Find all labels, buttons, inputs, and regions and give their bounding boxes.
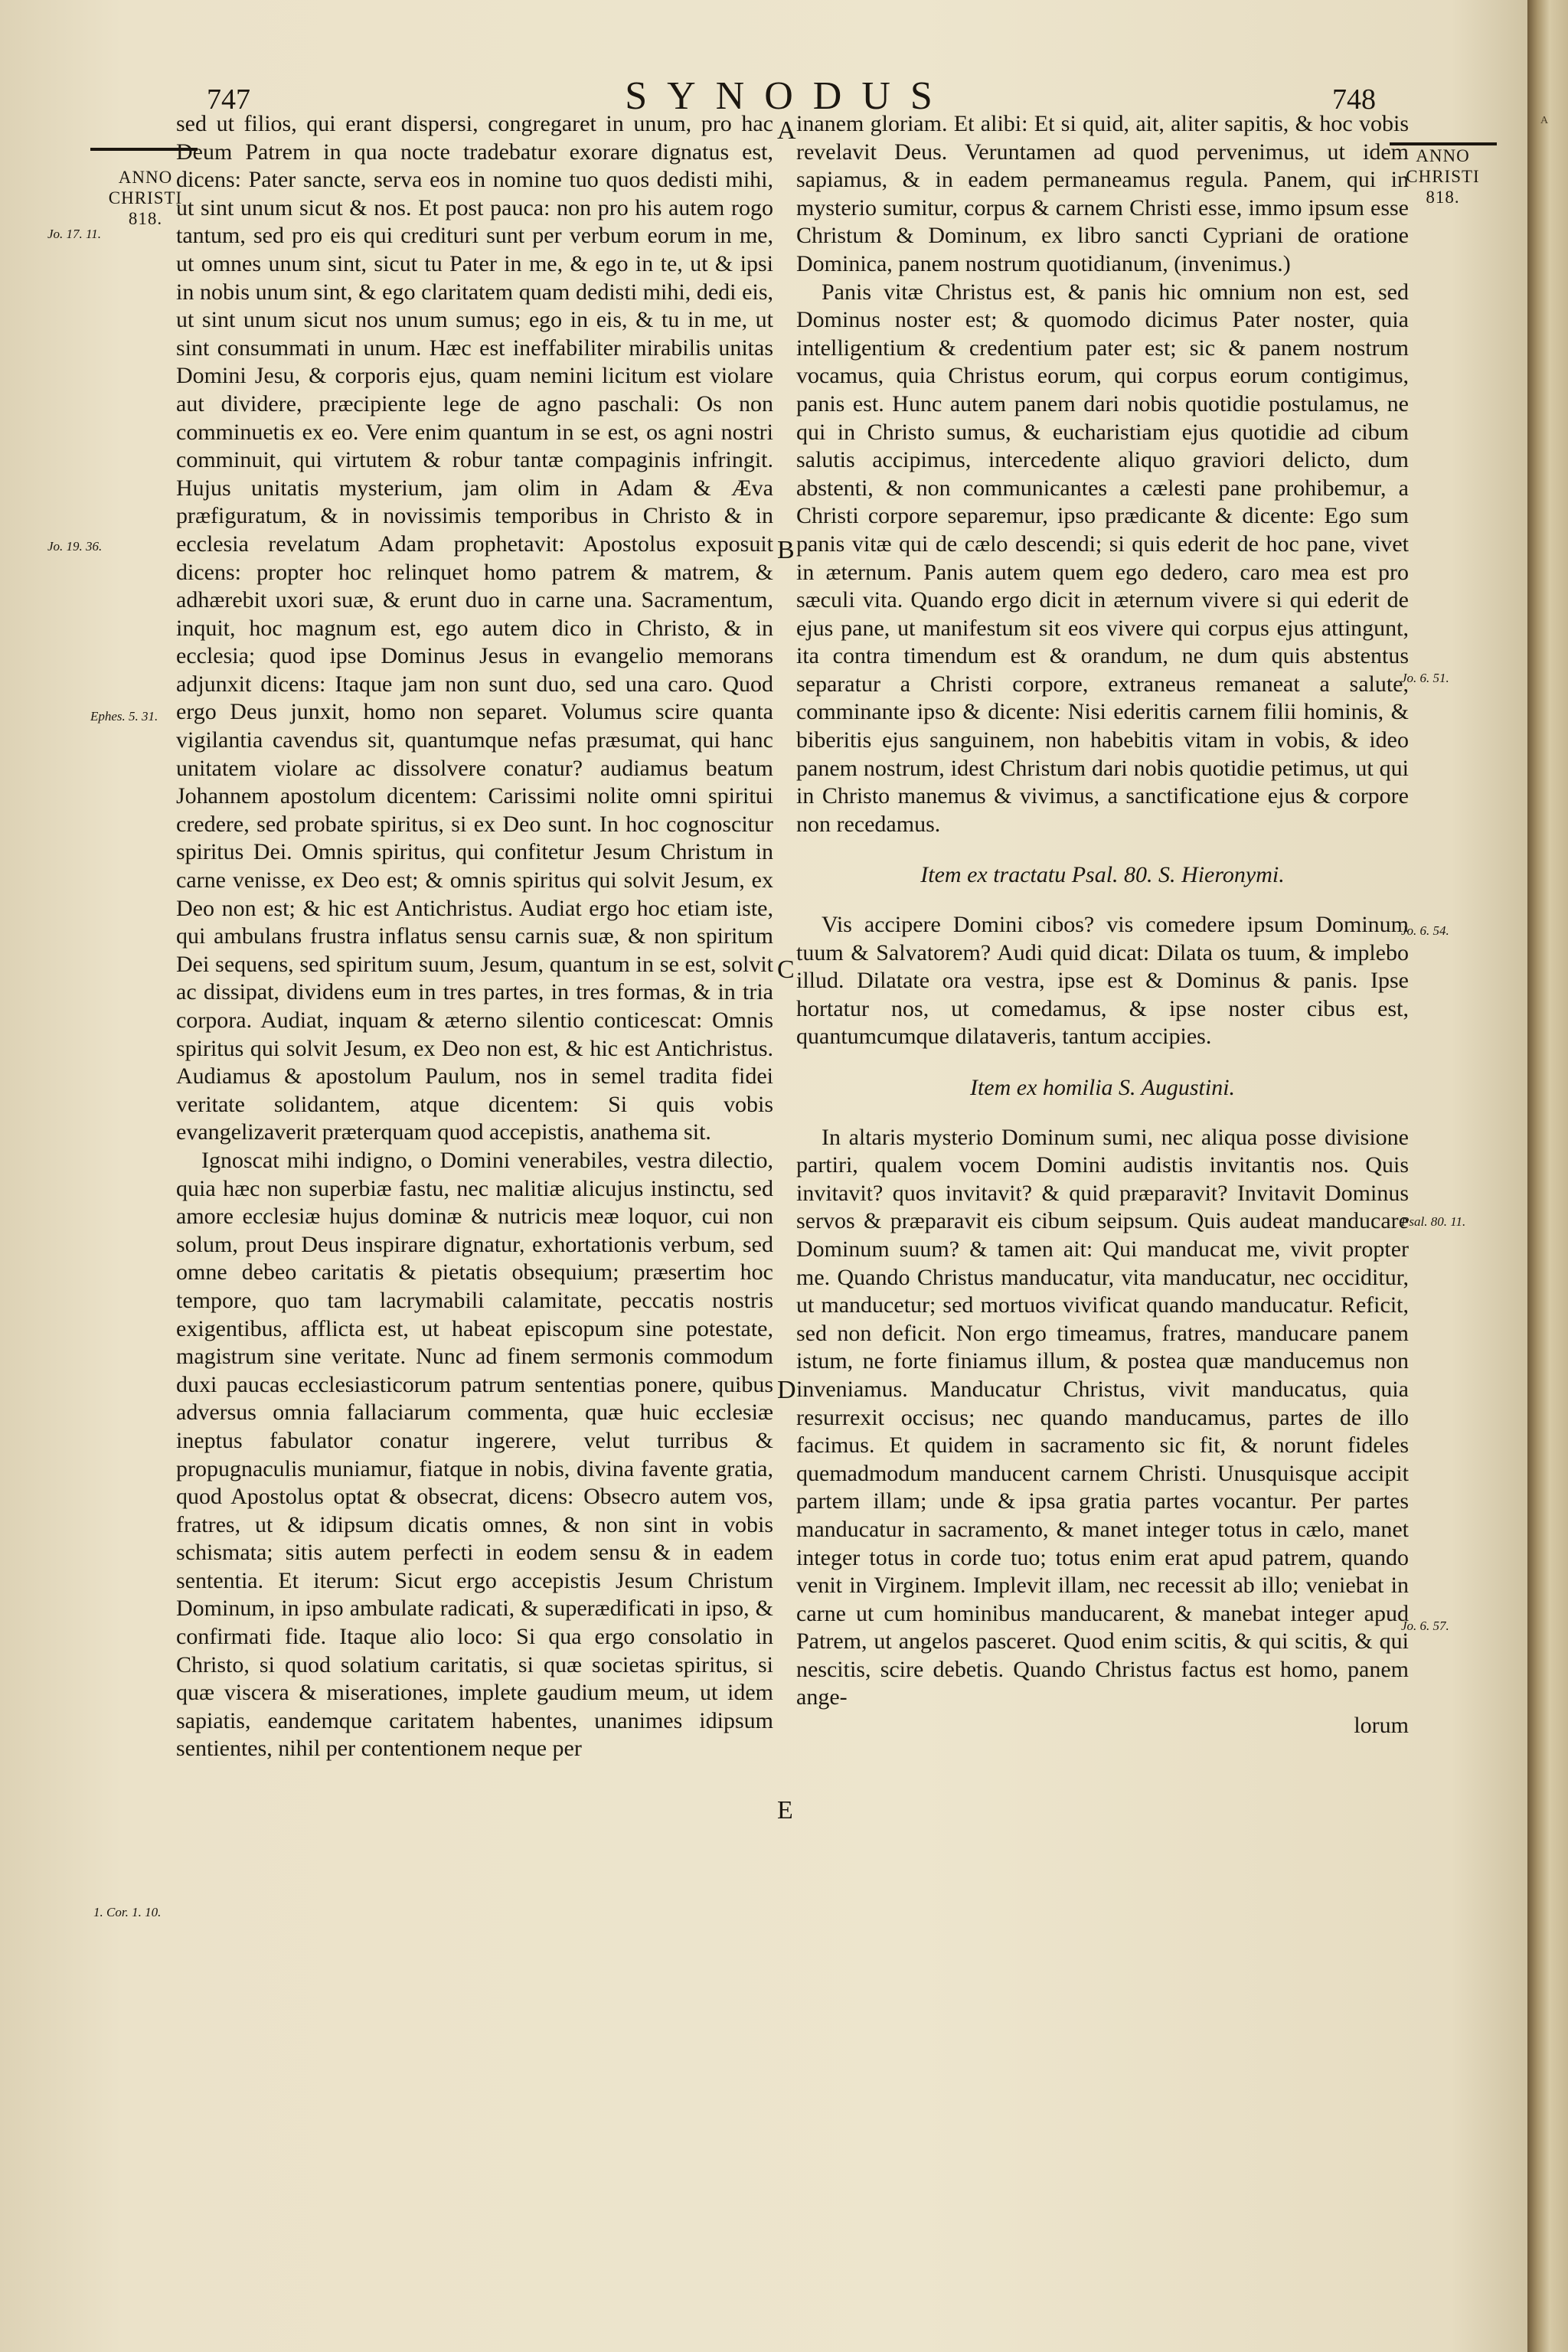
paragraph: Ignoscat mihi indigno, o Domini venerabiles, vestra dilectio, quia hæc non superbiæ fastu, nec malitiæ alicujus instinctu, sed amore ecclesiæ hujus dominæ & nutricis meæ loquor, cui non solum, prout Deus inspirare dignatur, exhortationis verbum, sed omne debeo caritatis & pietatis obsequium; præsertim hoc tempore, quo tam lacrymabili calamitate, peccatis nostris exigentibus, afflicta est, ut habeat episcopum sine potestate, magistrum sine veritate. Nunc ad finem sermonis commodum duxi paucas ecclesiasticorum patrum sententias ponere, quibus adversus omnia fallaciarum commenta, quæ huic ecclesiæ ineptus fabulator conatur ingerere, velut turribus & propugnaculis muniamur, fiatque in nobis, divina favente gratia, quod Apostolus optat & obsecrat, dicens: Obsecro autem vos, fratres, ut & idipsum dicatis omnes, & non sint in vobis schismata; sitis autem perfecti in eodem sensu & in eadem sententia. Et iterum: Sicut ergo accepistis Jesum Christum Dominum, in ipso ambulate radicati, & superædificati in ipso, & confirmati fide. Itaque alio loco: Si qua ergo consolatio in Christo, si quod solatium caritatis, si quæ societas spiritus, si quæ viscera & miserationes, implete gaudium meum, ut idem sapiatis, eandemque caritatem habentes, unanimes idipsum sentientes, nihil per contentionem neque per: [176, 1147, 773, 1762]
section-letter: C: [777, 956, 795, 984]
paragraph: Vis accipere Domini cibos? vis comedere ipsum Dominum tuum & Salvatorem? Audi quid dicat: Dilata os tuum, & implebo illud. Dilatate ora vestra, ipse est & Dominus & panis. Ipse hortatur nos, ut comedamus, & ipse noster cibus est, quantumcumque dilataveris, tantum accipies.: [796, 912, 1409, 1050]
margin-note: Jo. 6. 54.: [1401, 923, 1449, 938]
section-letter: E: [777, 1796, 793, 1824]
paragraph: In altaris mysterio Dominum sumi, nec aliqua posse divisione partiri, qualem vocem Domini audistis invitantis nos. Quis invitavit? quos invitavit? & quid præparavit? Invitavit Dominus servos & præparavit eis cibum seipsum. Quis audeat manducare Dominum suum? & tamen ait: Qui manducat me, vivit propter me. Quando Christus manducatur, vita manducatur, nec occiditur, ut manducetur; sed mortuos vivificat quando manducatur. Reficit, sed non deficit. Non ergo timeamus, fratres, manducare panem istum, ne forte finiamus illum, & postea quæ manducemus non inveniamus. Manducatur Christus, vivit manducatus, quia resurrexit occisus; nec quando manducamus, partes de illo facimus. Et quidem in sacramento sic fit, & norunt fideles quemadmodum manducent carnem Christi. Unusquisque accipit partem illam; unde & ipsa gratia partes vocantur. Per partes manducatur in sacramento, & manet integer totus in cælo, manet integer totus in corde tuo; totus enim erat apud patrem, quando venit in Virginem. Implevit illam, nec recessit ab illo; veniebat in carne ut cum hominibus manducarent, & manebat integer apud Patrem, ut angelos pasceret. Quod enim scitis, & qui scitis, & qui nescitis, scire debetis. Quando Christus factus est homo, panem ange-: [796, 1124, 1409, 1710]
margin-note: Jo. 6. 57.: [1401, 1619, 1449, 1633]
running-head: SYNODUS: [625, 74, 952, 118]
page-number-left: 747: [207, 83, 250, 116]
left-text-column: [176, 110, 773, 1763]
paragraph: Panis vitæ Christus est, & panis hic omnium non est, sed Dominus noster est; & quomodo dicimus Pater noster, quia intelligentium & credentium pater est; sic & panem nostrum vocamus, quia Christus eorum, qui corpus eorum contigimus, panis est. Hunc autem panem dari nobis quotidie postulamus, ne qui in Christo sumus, & eucharistiam ejus quotidie ad cibum salutis accipimus, intercedente aliquo graviori delicto, dum abstenti, & non communicantes a cælesti pane prohibemur, a Christi corpore separemur, ipso prædicante & dicente: Ego sum panis vitæ qui de cælo descendi; si quis ederit de hoc pane, vivet in æternum. Panis autem quem ego dedero, caro mea est pro sæculi vita. Quando ergo dicit in æternum vivere si qui ederit de ejus pane, ut manifestum sit eos vivere qui corpus ejus attingunt, ita contra timendum est & orandum, ne dum quis abstentus separatur a Christi corpore, extraneus remaneat a salute, comminante ipso & dicente: Nisi ederitis carnem filii hominis, & biberitis ejus sanguinem, non habebitis vitam in vobis, & ideo panem nostrum, idest Christum dari nobis quotidie petimus, ut qui in Christo manemus & vivimus, a sanctificatione ejus & corpore non recedamus.: [796, 279, 1409, 837]
section-letter: D: [777, 1376, 796, 1404]
margin-note: Ephes. 5. 31.: [90, 709, 158, 724]
paragraph: inanem gloriam. Et alibi: Et si quid, ait, aliter sapitis, & hoc vobis revelavit Deus. Veruntamen ad quod pervenimus, ut idem sapiamus, & in eadem permaneamus regula. Panem, qui in mysterio sumitur, corpus & carnem Christi esse, immo ipsum esse Christum & Dominum, ex libro sancti Cypriani de oratione Dominica, panem nostrum quotidianum, (invenimus.): [796, 111, 1409, 276]
section-heading: Item ex homilia S. Augustini.: [969, 1075, 1236, 1100]
paragraph: sed ut filios, qui erant dispersi, congregaret in unum, pro hac Deum Patrem in qua nocte tradebatur exorare dignatus est, dicens: Pater sancte, serva eos in nomine tuo quos dedisti mihi, ut sint unum sicut & nos. Et post pauca: non pro his autem rogo tantum, sed pro eis qui credituri sunt per verbum eorum in me, ut omnes unum sint, sicut tu Pater in me, & ego in te, ut & ipsi in nobis unum sint, & ego claritatem quam dedisti mihi, dedi eis, ut sint unum sicut nos unum sumus; ego in eis, & tu in me, ut sint consummati in unum. Hæc est ineffabiliter mirabilis unitas Domini Jesu, & corporis ejus, quam nemini licitum est violare aut dividere, præcipiente lege de agno paschali: Os non comminuetis ex eo. Vere enim quantum in se est, os agni nostri comminuit, qui virtutem & robur tantæ compaginis infringit. Hujus unitatis mysterium, jam olim in Adam & Æva præfiguratum, & in novissimis temporibus in Christo & in ecclesia revelatum Adam prophetavit: Apostolus exposuit dicens: propter hoc relinquet homo patrem & matrem, & adhærebit uxori suæ, & erunt duo in carne una. Sacramentum, inquit, hoc magnum est, ego autem dico in Christo, & in ecclesia; quod ipse Dominus Jesus in evangelio memorans adjunxit dicens: Itaque jam non sunt duo, sed una caro. Quod ergo Deus junxit, homo non separet. Volumus scire quanta vigilantia cavendus sit, quantumque nefas præsumat, qui hanc unitatem violare ac dissolvere conatur? audiamus beatum Johannem apostolum dicentem: Carissimi nolite omni spiritui credere, sed probate spiritus, si ex Deo sunt. In hoc cognoscitur spiritus Dei. Omnis spiritus, qui confitetur Jesum Christum in carne venisse, ex Deo est; & omnis spiritus qui solvit Jesum, ex Deo non est; & hic est Antichristus. Audiat ergo hoc etiam iste, qui ambulans frustra inflatus sensu carnis suæ, & non spiritum Dei sequens, sed spiritum suum, Jesum, quantum in se est, solvit ac dissipat, dividens eum in tres partes, in tres formas, & in tria corpora. Audiat, inquam & æterno silentio conticescat: Omnis spiritus qui solvit Jesum, ex Deo non est, & hic est Antichristus. Audiamus & apostolum Paulum, nos in semel tradita fidei veritate solidantem, atque dicentem: Si quis vobis evangelizaverit præterquam quod accepistis, anathema sit.: [176, 111, 773, 1145]
page-gutter: [1527, 0, 1568, 2352]
margin-note: Jo. 19. 36.: [47, 539, 103, 554]
anno-christi-right: ANNO CHRISTI 818.: [1406, 146, 1480, 207]
catchword: lorum: [1354, 1713, 1409, 1739]
section-letter: B: [777, 536, 795, 564]
anno-christi-left: ANNO CHRISTI 818.: [108, 168, 183, 228]
margin-note: Psal. 80. 11.: [1401, 1214, 1466, 1229]
section-heading: Item ex tractatu Psal. 80. S. Hieronymi.: [920, 862, 1285, 888]
margin-note: Jo. 6. 51.: [1401, 671, 1449, 685]
margin-note: 1. Cor. 1. 10.: [93, 1905, 162, 1919]
right-text-column: [796, 110, 1409, 1740]
margin-note: Jo. 17. 11.: [47, 227, 102, 241]
gutter-mark: A: [1540, 115, 1549, 126]
page-number-right: 748: [1332, 83, 1376, 116]
section-letter: A: [777, 116, 796, 145]
